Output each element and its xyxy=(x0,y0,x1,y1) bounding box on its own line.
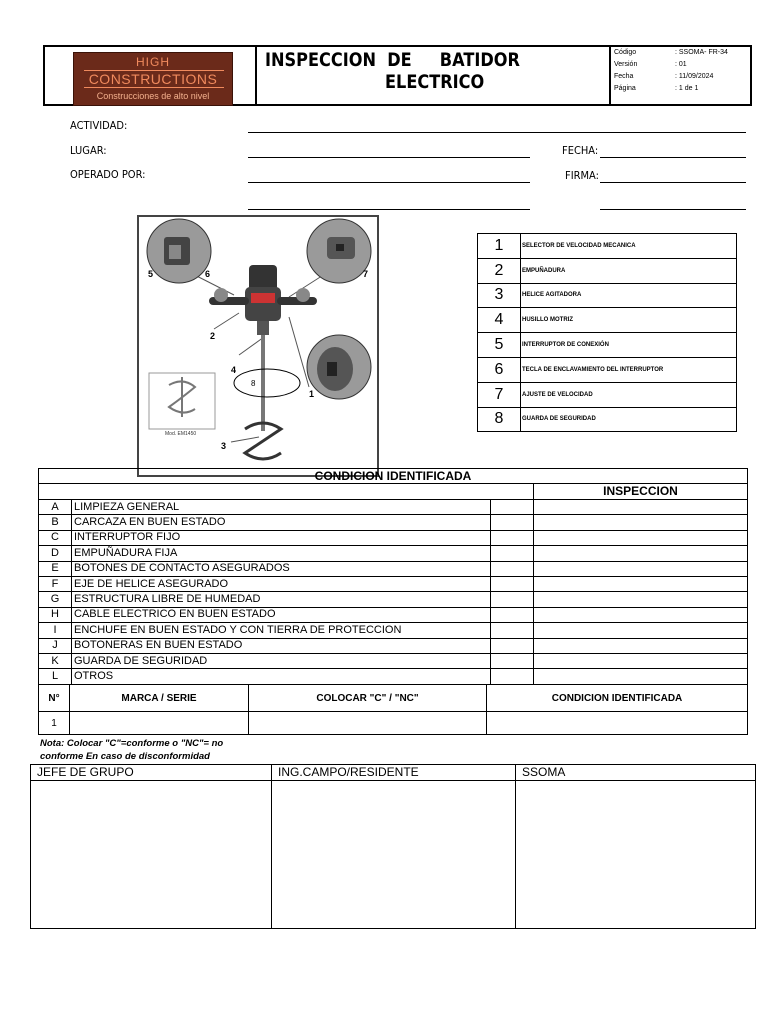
item-check-cell[interactable] xyxy=(491,576,534,591)
item-check-cell[interactable] xyxy=(491,638,534,653)
item-inspection-cell[interactable] xyxy=(534,530,748,545)
sign-jefe-box[interactable] xyxy=(31,781,272,929)
item-code: G xyxy=(39,592,72,607)
item-check-cell[interactable] xyxy=(491,500,534,515)
part-label: INTERRUPTOR DE CONEXIÓN xyxy=(521,333,737,358)
part-number: 5 xyxy=(478,333,521,358)
inspection-row xyxy=(39,592,748,607)
inspection-row xyxy=(39,500,748,515)
document-header: HIGH CONSTRUCTIONS Construcciones de alto nivel INSPECCION DE BATIDOR ELECTRICO Código : SSOMA- FR-34 Versión : 01 Fecha : 11/09/2024 Página : 1 de 1 xyxy=(43,45,752,106)
part-label: TECLA DE ENCLAVAMIENTO DEL INTERRUPTOR xyxy=(521,357,737,382)
firma-field[interactable] xyxy=(600,182,746,183)
sign-ssoma-box[interactable] xyxy=(516,781,756,929)
item-check-cell[interactable] xyxy=(491,530,534,545)
part-row xyxy=(478,382,737,407)
item-code: A xyxy=(39,500,72,515)
item-label: BOTONERAS EN BUEN ESTADO xyxy=(72,638,491,653)
document-title: INSPECCION DE BATIDOR xyxy=(265,49,520,71)
lugar-field[interactable] xyxy=(248,157,530,158)
condicion-header: CONDICION IDENTIFICADA xyxy=(39,469,748,484)
inspection-row xyxy=(39,623,748,638)
part-number: 7 xyxy=(478,382,521,407)
item-label: BOTONES DE CONTACTO ASEGURADOS xyxy=(72,561,491,576)
callout-1: 1 xyxy=(309,389,315,399)
item-code: L xyxy=(39,669,72,684)
extra-field-line[interactable] xyxy=(600,209,746,210)
part-row xyxy=(478,234,737,259)
item-inspection-cell[interactable] xyxy=(534,592,748,607)
item-check-cell[interactable] xyxy=(491,561,534,576)
item-label: INTERRUPTOR FIJO xyxy=(72,530,491,545)
mixer-illustration xyxy=(139,217,377,475)
part-row xyxy=(478,258,737,283)
part-row xyxy=(478,308,737,333)
inspection-row xyxy=(39,638,748,653)
item-code: I xyxy=(39,623,72,638)
part-label: HELICE AGITADORA xyxy=(521,283,737,308)
item-inspection-cell[interactable] xyxy=(534,500,748,515)
colocar-cell[interactable] xyxy=(249,712,487,735)
item-inspection-cell[interactable] xyxy=(534,669,748,684)
item-inspection-cell[interactable] xyxy=(534,607,748,622)
inspection-row xyxy=(39,653,748,668)
callout-3: 3 xyxy=(221,441,227,451)
lugar-label: LUGAR: xyxy=(70,144,107,157)
part-row xyxy=(478,407,737,432)
part-number: 3 xyxy=(478,283,521,308)
item-label: EMPUÑADURA FIJA xyxy=(72,546,491,561)
inspection-row xyxy=(39,546,748,561)
operado-por-label: OPERADO POR: xyxy=(70,168,146,181)
inspection-row xyxy=(39,561,748,576)
item-code: C xyxy=(39,530,72,545)
callout-2: 2 xyxy=(210,331,216,341)
inspection-row xyxy=(39,515,748,530)
item-inspection-cell[interactable] xyxy=(534,515,748,530)
item-inspection-cell[interactable] xyxy=(534,576,748,591)
item-code: J xyxy=(39,638,72,653)
item-code: D xyxy=(39,546,72,561)
item-label: EJE DE HELICE ASEGURADO xyxy=(72,576,491,591)
inspection-table xyxy=(38,468,748,685)
inspection-row xyxy=(39,530,748,545)
actividad-field[interactable] xyxy=(248,132,746,133)
inspection-row xyxy=(39,607,748,622)
actividad-label: ACTIVIDAD: xyxy=(70,119,128,132)
parts-legend-table xyxy=(477,233,737,432)
inspection-row xyxy=(39,576,748,591)
item-label: CABLE ELECTRICO EN BUEN ESTADO xyxy=(72,607,491,622)
part-number: 8 xyxy=(478,407,521,432)
condicion-cell[interactable] xyxy=(487,712,748,735)
part-row xyxy=(478,357,737,382)
item-inspection-cell[interactable] xyxy=(534,561,748,576)
item-check-cell[interactable] xyxy=(491,546,534,561)
fecha-label: FECHA: xyxy=(562,144,599,157)
part-label: SELECTOR DE VELOCIDAD MECANICA xyxy=(521,234,737,259)
callout-6: 6 xyxy=(205,269,211,279)
callout-4: 4 xyxy=(231,365,237,375)
col-colocar: COLOCAR "C" / "NC" xyxy=(249,685,487,712)
part-number: 6 xyxy=(478,357,521,382)
header-divider xyxy=(609,47,611,104)
item-check-cell[interactable] xyxy=(491,592,534,607)
item-label: ENCHUFE EN BUEN ESTADO Y CON TIERRA DE PROTECCION xyxy=(72,623,491,638)
model-caption: Mod. EM1450 xyxy=(165,431,197,437)
firma-label: FIRMA: xyxy=(565,169,599,182)
part-label: AJUSTE DE VELOCIDAD xyxy=(521,382,737,407)
fecha-field[interactable] xyxy=(600,157,746,158)
col-n: N° xyxy=(39,685,70,712)
item-code: F xyxy=(39,576,72,591)
item-label: OTROS xyxy=(72,669,491,684)
col-condicion: CONDICION IDENTIFICADA xyxy=(487,685,748,712)
item-check-cell[interactable] xyxy=(491,607,534,622)
item-code: E xyxy=(39,561,72,576)
operado-por-field[interactable] xyxy=(248,182,530,183)
row-number: 1 xyxy=(39,712,70,735)
note: Nota: Colocar "C"=conforme o "NC"= no conforme En caso de disconformidad xyxy=(40,738,224,762)
signature-table xyxy=(30,764,756,929)
header-divider xyxy=(255,47,257,104)
sign-ssoma-label: SSOMA xyxy=(516,765,756,781)
part-label: GUARDA DE SEGURIDAD xyxy=(521,407,737,432)
item-label: GUARDA DE SEGURIDAD xyxy=(72,653,491,668)
col-marca: MARCA / SERIE xyxy=(70,685,249,712)
item-code: H xyxy=(39,607,72,622)
inspeccion-header: INSPECCION xyxy=(534,484,748,500)
item-check-cell[interactable] xyxy=(491,653,534,668)
item-check-cell[interactable] xyxy=(491,515,534,530)
item-check-cell[interactable] xyxy=(491,669,534,684)
item-code: B xyxy=(39,515,72,530)
equipment-table xyxy=(38,684,748,735)
mixer-diagram xyxy=(137,215,379,477)
part-row xyxy=(478,283,737,308)
company-logo: HIGH CONSTRUCTIONS Construcciones de alto nivel xyxy=(73,52,233,106)
document-title-line2: ELECTRICO xyxy=(385,71,485,93)
part-number: 4 xyxy=(478,308,521,333)
part-number: 1 xyxy=(478,234,521,259)
sign-jefe-label: JEFE DE GRUPO xyxy=(31,765,272,781)
callout-8: 8 xyxy=(251,379,256,388)
sign-ing-label: ING.CAMPO/RESIDENTE xyxy=(272,765,516,781)
sign-ing-box[interactable] xyxy=(272,781,516,929)
item-code: K xyxy=(39,653,72,668)
inspection-row xyxy=(39,669,748,684)
item-label: LIMPIEZA GENERAL xyxy=(72,500,491,515)
item-inspection-cell[interactable] xyxy=(534,546,748,561)
part-number: 2 xyxy=(478,258,521,283)
item-inspection-cell[interactable] xyxy=(534,653,748,668)
extra-field-line[interactable] xyxy=(248,209,530,210)
callout-7: 7 xyxy=(363,269,369,279)
item-inspection-cell[interactable] xyxy=(534,638,748,653)
item-inspection-cell[interactable] xyxy=(534,623,748,638)
part-label: EMPUÑADURA xyxy=(521,258,737,283)
item-label: ESTRUCTURA LIBRE DE HUMEDAD xyxy=(72,592,491,607)
callout-5: 5 xyxy=(148,269,154,279)
part-label: HUSILLO MOTRIZ xyxy=(521,308,737,333)
item-check-cell[interactable] xyxy=(491,623,534,638)
part-row xyxy=(478,333,737,358)
marca-cell[interactable] xyxy=(70,712,249,735)
item-label: CARCAZA EN BUEN ESTADO xyxy=(72,515,491,530)
